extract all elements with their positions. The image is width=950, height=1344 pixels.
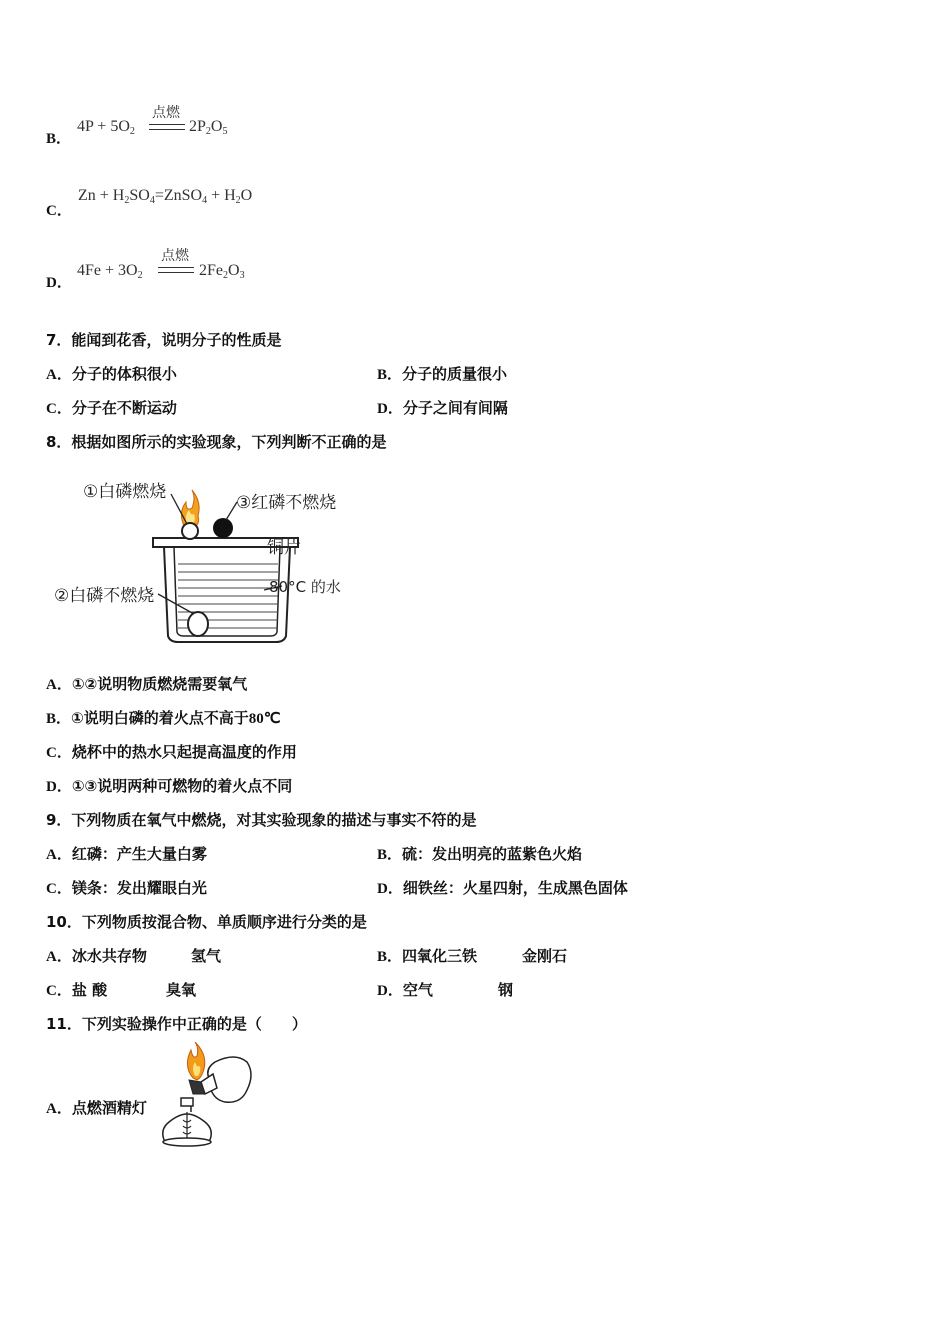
equation-rhs: $2Fe_2O_3$	[199, 262, 245, 281]
option-letter: C．	[46, 203, 72, 219]
q11-option-a[interactable]: A．点燃酒精灯	[46, 1099, 147, 1117]
label-red-phosphorus-not-burning: ③红磷不燃烧	[236, 493, 337, 513]
red-phosphorus	[213, 518, 233, 538]
q10-option-a-second: 氢气	[191, 947, 222, 965]
option-c-equation	[0, 180, 950, 220]
q8-option-c[interactable]: C．烧杯中的热水只起提高温度的作用	[46, 743, 297, 761]
equation-lhs: $4Fe + 3O_2$	[77, 262, 143, 281]
q10-option-c[interactable]: C．盐 酸	[46, 981, 108, 999]
reaction-condition: 点燃	[161, 248, 189, 264]
q10-option-b[interactable]: B．四氧化三铁	[377, 947, 478, 965]
q8-option-b[interactable]: B．①说明白磷的着火点不高于80℃	[46, 709, 281, 727]
q10-option-d[interactable]: D．空气	[377, 981, 433, 999]
white-phosphorus	[182, 523, 198, 539]
equals-sign	[158, 267, 194, 273]
label-copper-plate: 铜片	[267, 538, 301, 558]
q7-option-d[interactable]: D．分子之间有间隔	[377, 399, 508, 417]
equation: $Zn + H_2SO_4=ZnSO_4 + H_2O$	[78, 187, 253, 206]
q9-option-a[interactable]: A．红磷：产生大量白雾	[46, 845, 207, 863]
option-d-equation	[0, 242, 950, 292]
equation-lhs: $4P + 5O_2$	[77, 118, 135, 137]
lower-wick-holder	[181, 1098, 193, 1106]
q9-option-c[interactable]: C．镁条：发出耀眼白光	[46, 879, 207, 897]
q10-option-d-second: 钢	[498, 981, 514, 999]
label-white-phosphorus-not-burning: ②白磷不燃烧	[54, 586, 155, 606]
reaction-condition: 点燃	[152, 105, 180, 121]
question-7-stem: 7．能闻到花香，说明分子的性质是	[46, 331, 282, 349]
q10-option-b-second: 金刚石	[522, 947, 568, 965]
q8-option-a[interactable]: A．①②说明物质燃烧需要氧气	[46, 675, 248, 693]
lighting-alcohol-lamp-illustration	[155, 1042, 255, 1150]
equals-sign	[149, 124, 185, 130]
option-letter: B．	[46, 131, 72, 147]
combustion-experiment-figure	[50, 468, 350, 650]
question-8-stem: 8．根据如图所示的实验现象，下列判断不正确的是	[46, 433, 387, 451]
q9-option-d[interactable]: D．细铁丝：火星四射，生成黑色固体	[377, 879, 628, 897]
label-hot-water: 80°C 的水	[269, 578, 341, 596]
q7-option-b[interactable]: B．分子的质量很小	[377, 365, 508, 383]
q10-option-a[interactable]: A．冰水共存物	[46, 947, 147, 965]
q7-option-c[interactable]: C．分子在不断运动	[46, 399, 177, 417]
question-11-stem: 11．下列实验操作中正确的是（ ）	[46, 1015, 307, 1033]
option-b-equation	[0, 100, 950, 150]
equation-rhs: $2P_2O_5$	[189, 118, 228, 137]
question-10-stem: 10．下列物质按混合物、单质顺序进行分类的是	[46, 913, 367, 931]
label-white-phosphorus-burning: ①白磷燃烧	[83, 482, 167, 502]
q10-option-c-second: 臭氧	[166, 981, 197, 999]
submerged-white-phosphorus	[188, 612, 208, 636]
option-letter: D．	[46, 275, 72, 291]
q7-option-a[interactable]: A．分子的体积很小	[46, 365, 177, 383]
q9-option-b[interactable]: B．硫：发出明亮的蓝紫色火焰	[377, 845, 583, 863]
alcohol-lamp-figure	[155, 1042, 255, 1150]
q8-option-d[interactable]: D．①③说明两种可燃物的着火点不同	[46, 777, 293, 795]
question-9-stem: 9．下列物质在氧气中燃烧，对其实验现象的描述与事实不符的是	[46, 811, 477, 829]
